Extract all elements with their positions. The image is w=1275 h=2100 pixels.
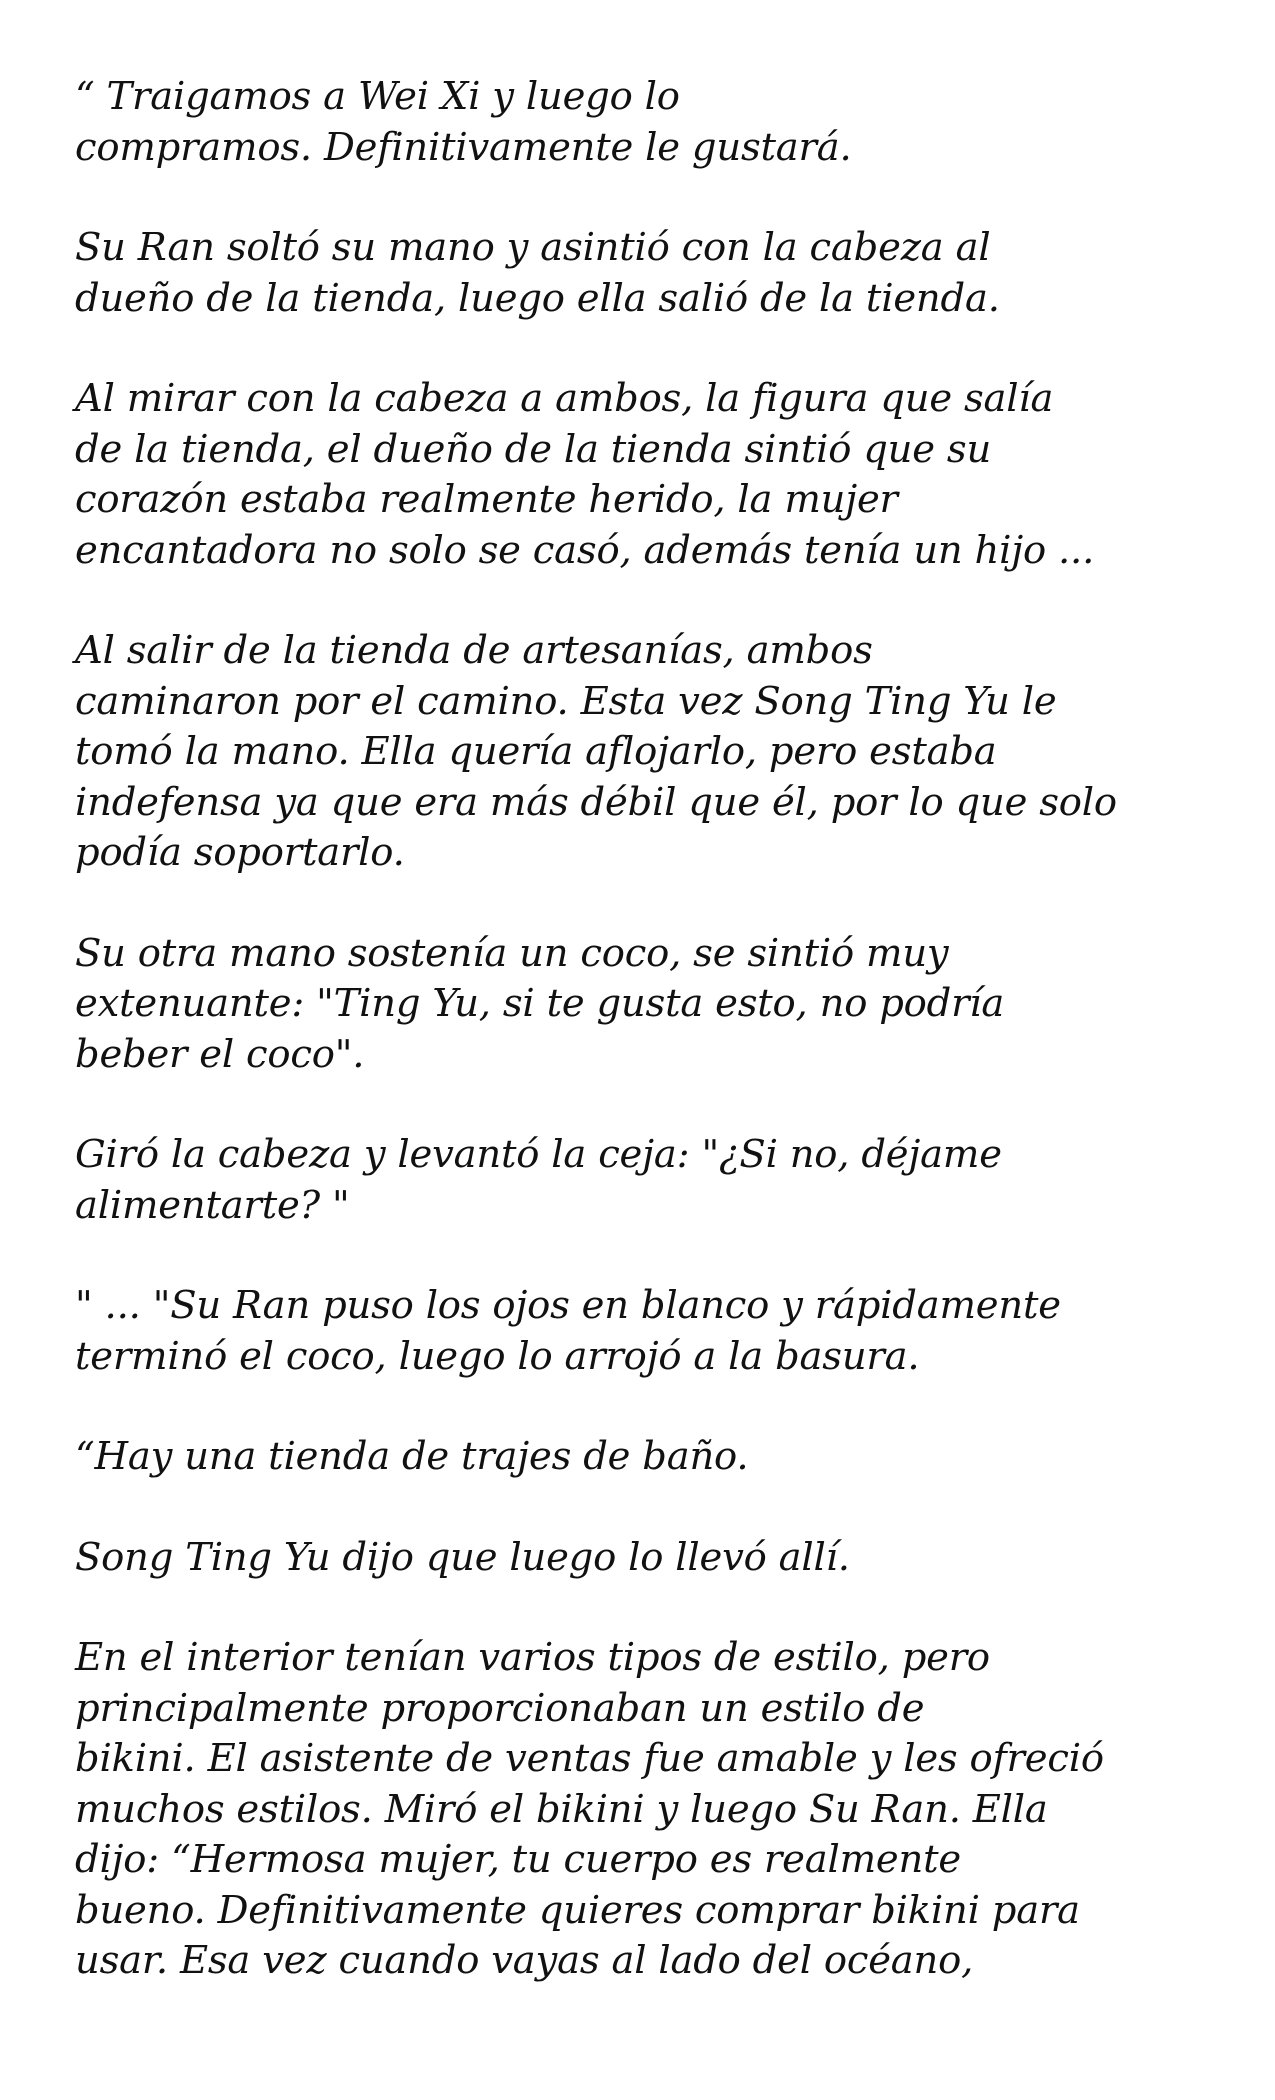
text-line: bueno. Definitivamente quieres comprar bikini para bbox=[75, 1887, 1080, 1933]
text-line: En el interior tenían varios tipos de estilo, pero bbox=[75, 1635, 990, 1680]
document-page bbox=[75, 72, 1225, 2037]
text-line: indefensa ya que era más débil que él, por lo que solo bbox=[75, 779, 1117, 825]
text-line: Song Ting Yu dijo que luego lo llevó allí. bbox=[75, 1534, 850, 1580]
paragraph-1 bbox=[75, 72, 1225, 173]
text-line: “ Traigamos a Wei Xi y luego lo bbox=[75, 74, 680, 119]
paragraph-7 bbox=[75, 1281, 1225, 1382]
text-line: Giró la cabeza y levantó la ceja: "¿Si no, déjame bbox=[75, 1132, 1002, 1177]
text-line: usar. Esa vez cuando vayas al lado del océano, bbox=[75, 1938, 974, 1983]
paragraph-3 bbox=[75, 374, 1225, 576]
text-line: Al salir de la tienda de artesanías, ambos bbox=[75, 628, 873, 673]
text-line: encantadora no solo se casó, además tenía un hijo ... bbox=[75, 527, 1095, 573]
text-line: podía soportarlo. bbox=[75, 830, 405, 875]
text-line: extenuante: "Ting Yu, si te gusta esto, no podría bbox=[75, 981, 1005, 1026]
text-line: “Hay una tienda de trajes de baño. bbox=[75, 1434, 749, 1479]
text-line: caminaron por el camino. Esta vez Song Ting Yu le bbox=[75, 678, 1057, 724]
text-line: " ... "Su Ran puso los ojos en blanco y rápidamente bbox=[75, 1283, 1061, 1328]
text-line: dueño de la tienda, luego ella salió de la tienda. bbox=[75, 275, 1000, 321]
text-line: muchos estilos. Miró el bikini y luego Su Ran. Ella bbox=[75, 1786, 1048, 1832]
paragraph-4 bbox=[75, 626, 1225, 879]
text-line: beber el coco". bbox=[75, 1031, 365, 1077]
text-line: dijo: “Hermosa mujer, tu cuerpo es realmente bbox=[75, 1837, 961, 1882]
text-line: terminó el coco, luego lo arrojó a la basura. bbox=[75, 1333, 920, 1379]
text-line: Su Ran soltó su mano y asintió con la cabeza al bbox=[75, 225, 991, 270]
text-line: corazón estaba realmente herido, la mujer bbox=[75, 477, 898, 522]
text-line: alimentarte? " bbox=[75, 1182, 350, 1228]
text-line: Al mirar con la cabeza a ambos, la figura que salía bbox=[75, 376, 1054, 421]
paragraph-8 bbox=[75, 1432, 1225, 1483]
paragraph-9 bbox=[75, 1533, 1225, 1584]
paragraph-5 bbox=[75, 929, 1225, 1081]
text-line: principalmente proporcionaban un estilo de bbox=[75, 1685, 925, 1731]
paragraph-6 bbox=[75, 1130, 1225, 1231]
paragraph-2 bbox=[75, 223, 1225, 324]
paragraph-10 bbox=[75, 1633, 1225, 1987]
text-line: compramos. Definitivamente le gustará. bbox=[75, 124, 852, 170]
text-line: tomó la mano. Ella quería aflojarlo, pero estaba bbox=[75, 729, 997, 774]
text-line: bikini. El asistente de ventas fue amable y les ofreció bbox=[75, 1736, 1104, 1781]
text-line: Su otra mano sostenía un coco, se sintió muy bbox=[75, 930, 949, 976]
text-line: de la tienda, el dueño de la tienda sintió que su bbox=[75, 426, 992, 472]
